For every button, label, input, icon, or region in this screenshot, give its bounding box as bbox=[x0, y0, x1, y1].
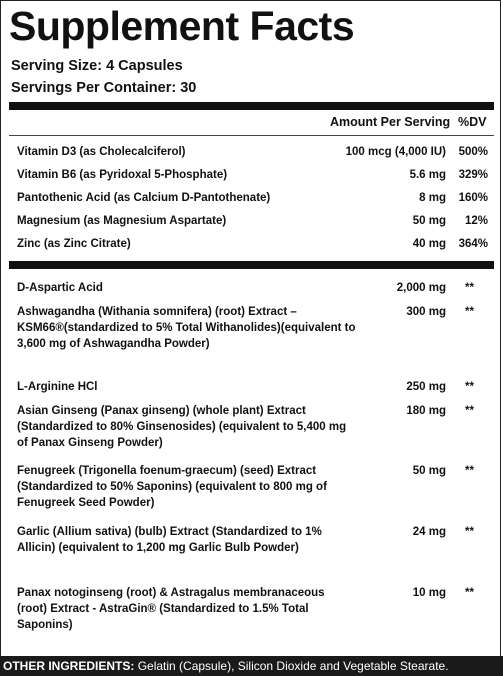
amount-header: Amount Per Serving bbox=[330, 115, 451, 129]
other-ingredients-bar bbox=[0, 656, 503, 676]
nutrient-name: Pantothenic Acid (as Calcium D-Pantothenate) bbox=[17, 192, 271, 204]
ingredient-name: Panax notoginseng (root) & Astragalus membranaceous (root) Extract - AstraGin® (Standardized to 1.5% Total Saponins) bbox=[17, 587, 325, 631]
ingredient-amount: 180 mg bbox=[406, 405, 446, 417]
header-divider bbox=[9, 135, 494, 136]
ingredient-dv: ** bbox=[465, 465, 474, 477]
thick-divider-middle bbox=[9, 261, 494, 269]
nutrient-name: Vitamin D3 (as Cholecalciferol) bbox=[17, 146, 186, 158]
ingredient-amount: 2,000 mg bbox=[396, 282, 446, 294]
nutrient-dv: 364% bbox=[458, 238, 488, 250]
nutrient-amount: 100 mcg (4,000 IU) bbox=[345, 146, 446, 158]
nutrient-amount: 50 mg bbox=[412, 215, 446, 227]
nutrient-dv: 329% bbox=[458, 169, 488, 181]
nutrient-amount: 8 mg bbox=[419, 192, 446, 204]
ingredient-dv: ** bbox=[465, 306, 474, 318]
nutrient-dv: 12% bbox=[464, 215, 488, 227]
panel-title: Supplement Facts bbox=[9, 3, 355, 49]
ingredient-name: L-Arginine HCl bbox=[17, 381, 98, 393]
other-ingredients-text: Gelatin (Capsule), Silicon Dioxide and Vegetable Stearate. bbox=[137, 659, 449, 673]
thick-divider-top bbox=[9, 102, 494, 110]
ingredient-dv: ** bbox=[465, 282, 474, 294]
servings-per-container: Servings Per Container: 30 bbox=[11, 80, 197, 96]
ingredient-dv: ** bbox=[465, 405, 474, 417]
ingredient-name: Ashwagandha (Withania somnifera) (root) Extract – KSM66®(standardized to 5% Total Withanolides)(equivalent to 3,600 mg of Ashwagandha Powder) bbox=[17, 306, 356, 350]
ingredient-amount: 24 mg bbox=[412, 526, 446, 538]
other-ingredients-label: OTHER INGREDIENTS: bbox=[3, 659, 135, 673]
nutrient-name: Vitamin B6 (as Pyridoxal 5-Phosphate) bbox=[17, 169, 228, 181]
ingredient-amount: 300 mg bbox=[406, 306, 446, 318]
ingredient-amount: 250 mg bbox=[406, 381, 446, 393]
nutrient-dv: 500% bbox=[458, 146, 488, 158]
ingredient-dv: ** bbox=[465, 587, 474, 599]
nutrient-name: Magnesium (as Magnesium Aspartate) bbox=[17, 215, 227, 227]
ingredient-dv: ** bbox=[465, 381, 474, 393]
ingredient-name: Asian Ginseng (Panax ginseng) (whole plant) Extract (Standardized to 80% Ginsenosides) (equivalent to 5,400 mg of Panax Ginseng Powder) bbox=[17, 405, 347, 449]
ingredient-name: Garlic (Allium sativa) (bulb) Extract (Standardized to 1% Allicin) (equivalent to 1,200 mg Garlic Bulb Powder) bbox=[17, 526, 322, 554]
ingredient-amount: 10 mg bbox=[412, 587, 446, 599]
nutrient-dv: 160% bbox=[458, 192, 488, 204]
ingredient-dv: ** bbox=[465, 526, 474, 538]
ingredient-name: D-Aspartic Acid bbox=[17, 282, 103, 294]
ingredient-name: Fenugreek (Trigonella foenum-graecum) (seed) Extract (Standardized to 50% Saponins) (equivalent to 800 mg of Fenugreek Seed Powder) bbox=[17, 465, 327, 509]
ingredient-amount: 50 mg bbox=[412, 465, 446, 477]
nutrient-name: Zinc (as Zinc Citrate) bbox=[17, 238, 131, 250]
dv-header: %DV bbox=[458, 115, 487, 129]
nutrient-amount: 5.6 mg bbox=[409, 169, 446, 181]
serving-size: Serving Size: 4 Capsules bbox=[11, 58, 183, 74]
nutrient-amount: 40 mg bbox=[412, 238, 446, 250]
